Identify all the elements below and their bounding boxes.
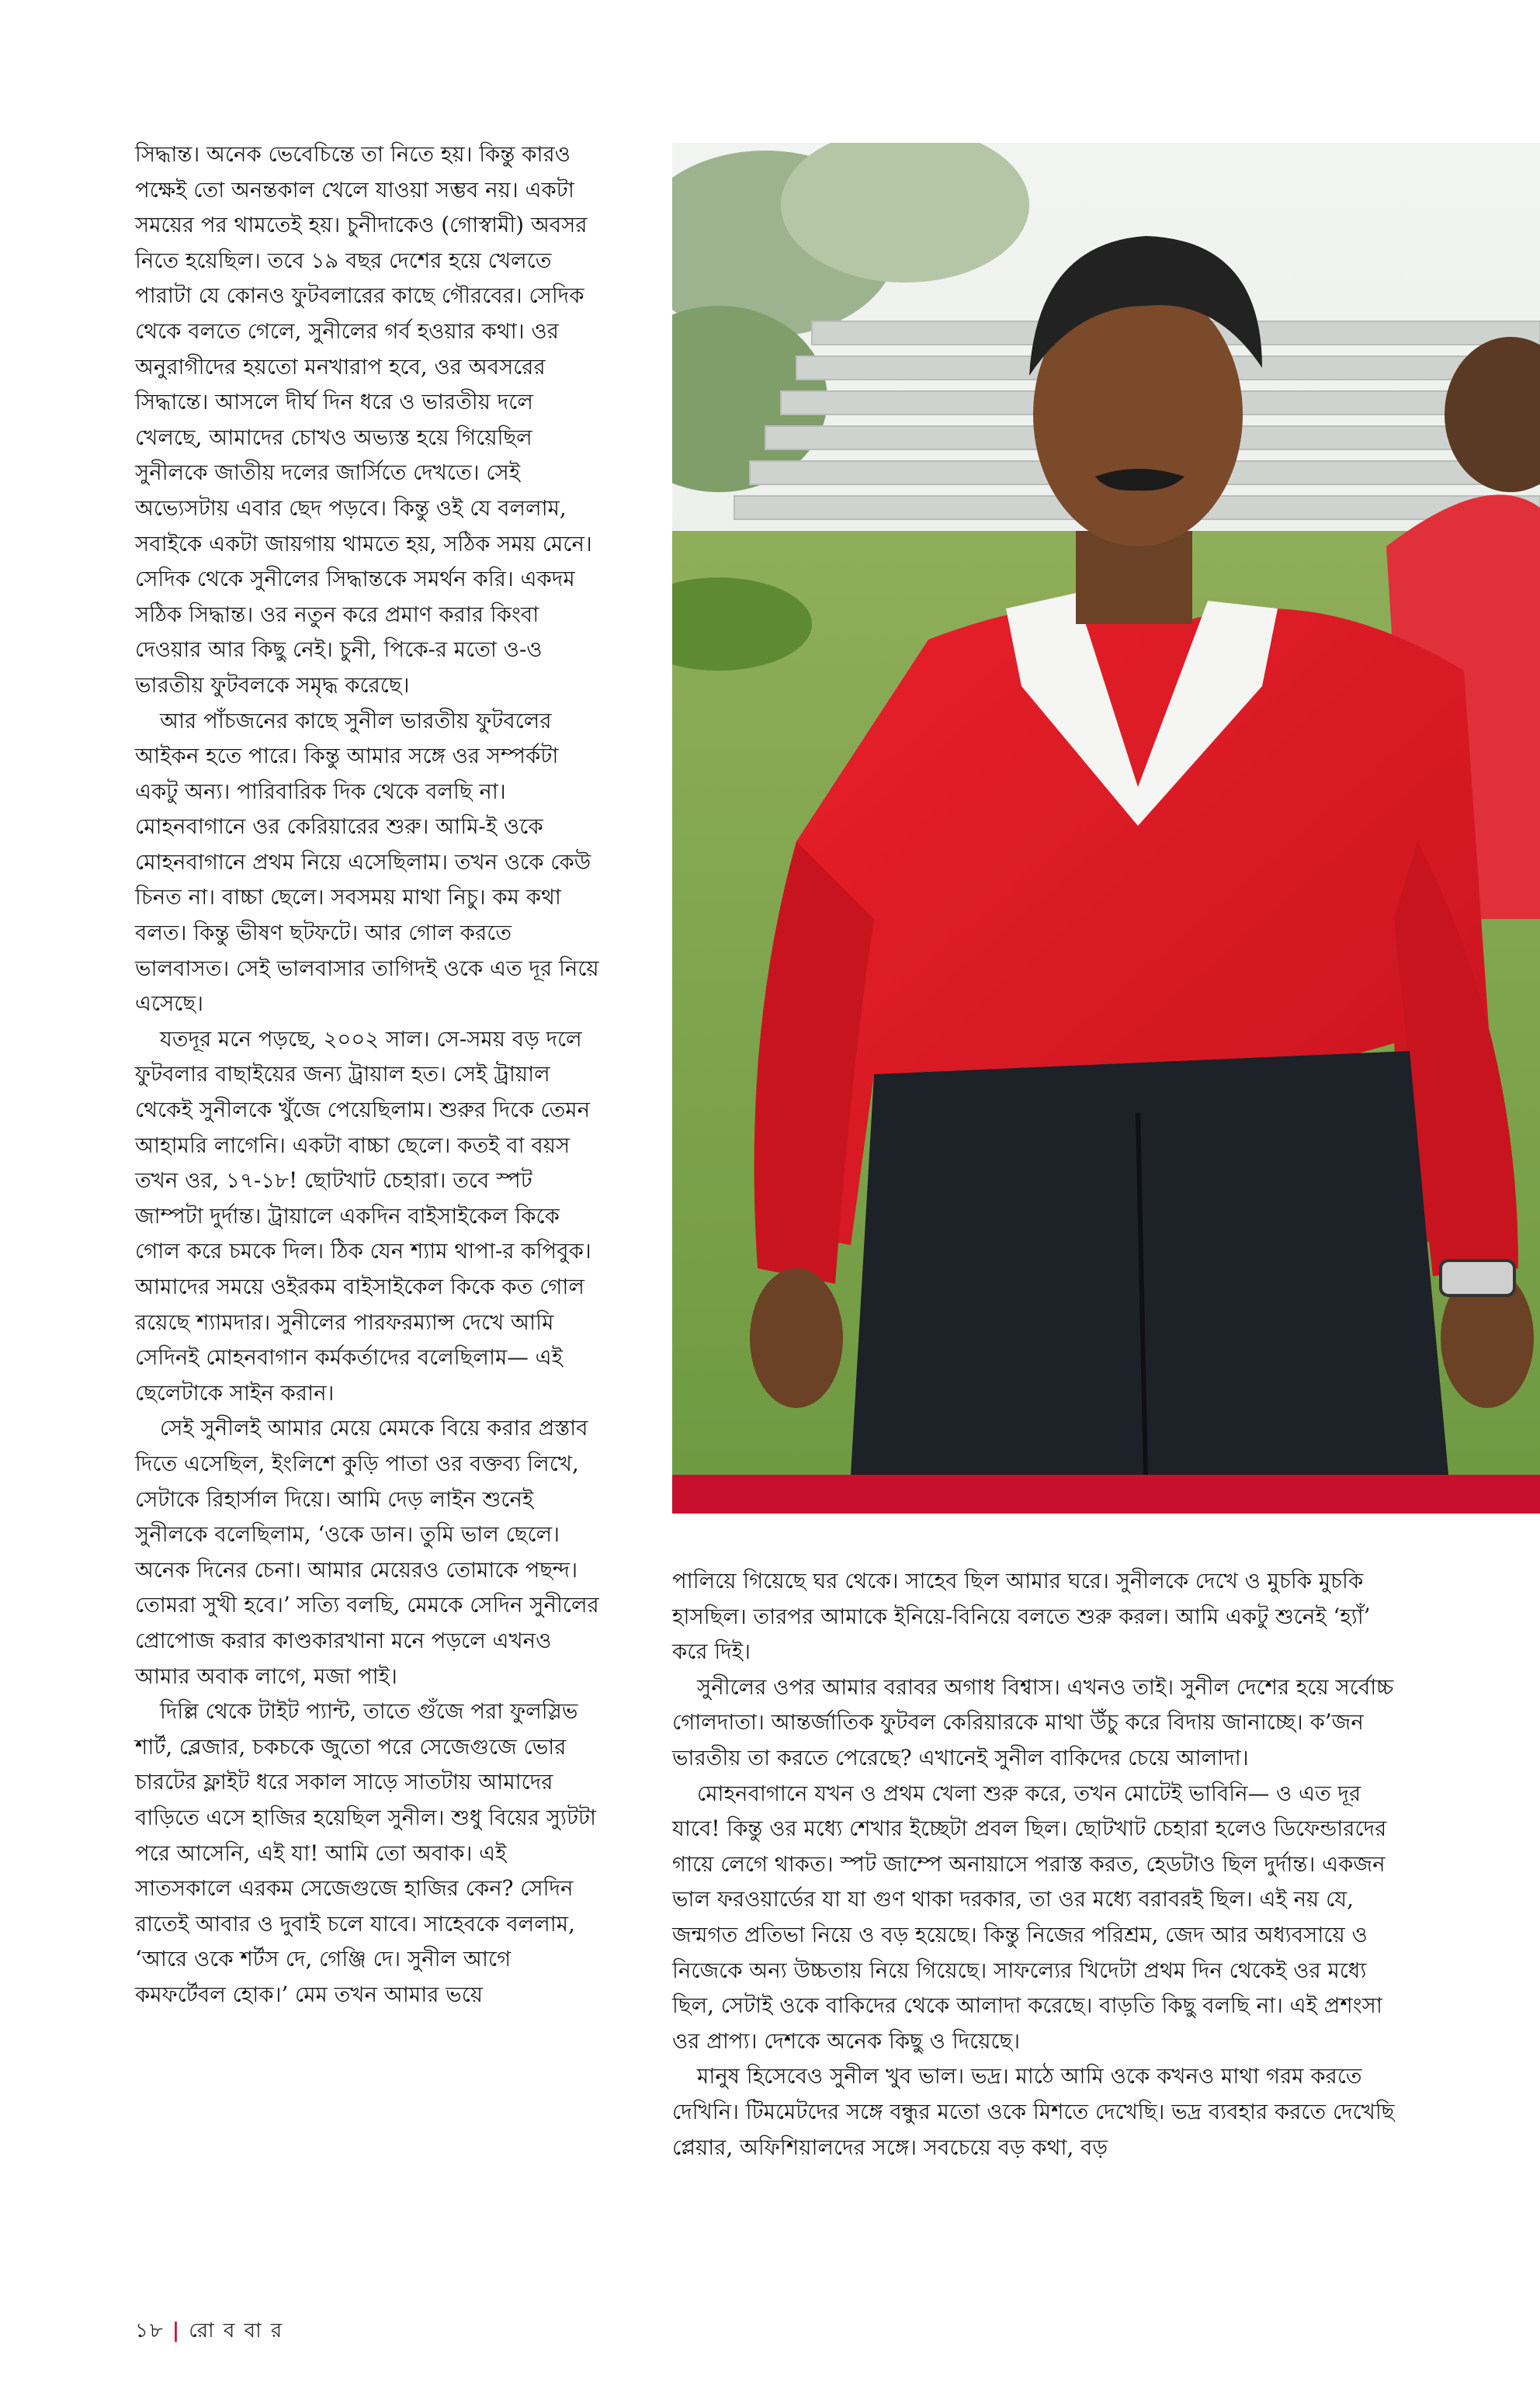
photo-illustration — [672, 143, 1540, 1475]
article-paragraph: দিল্লি থেকে টাইট প্যান্ট, তাতে গুঁজে পরা ফুলস্লিভ শার্ট, ব্লেজার, চকচকে জুতো পরে সেজেগুজে ভোর চারটের ফ্লাইট ধরে সকাল সাড়ে সাতটায় আমাদের বাড়িতে এসে হাজির হয়েছিল সুনীল। শুধু বিয়ের স্যুটটা পরে আসেনি, এই যা! আমি তো অবাক। এই সাতসকালে এরকম সেজেগুজে হাজির কেন? সেদিন রাতেই আবার ও দুবাই চলে যাবে। সাহেবকে বললাম, ‘আরে ওকে শর্টস দে, গেঞ্জি দে। সুনীল আগে কমফর্টেবল হোক।’ মেম তখন আমার ভয়ে — [135, 1698, 597, 2007]
article-left-column — [135, 137, 601, 2012]
article-paragraph: সেই সুনীলই আমার মেয়ে মেমকে বিয়ে করার প্রস্তাব দিতে এসেছিল, ইংলিশে কুড়ি পাতা ওর বক্তব্য লিখে, সেটাকে রিহার্সাল দিয়ে। আমি দেড় লাইন শুনেই সুনীলকে বলেছিলাম, ‘ওকে ডান। তুমি ভাল ছেলে। অনেক দিনের চেনা। আমার মেয়েরও তোমাকে পছন্দ। তোমরা সুখী হবে।’ সত্যি বলছি, মেমকে সেদিন সুনীলের প্রোপোজ করার কাণ্ডকারখানা মনে পড়লে এখনও আমার অবাক লাগে, মজা পাই। — [135, 1415, 599, 1689]
magazine-name: রো ব বা র — [189, 2319, 284, 2343]
page-number: ১৮ — [135, 2319, 165, 2343]
footer-separator: | — [172, 2319, 182, 2343]
article-photo — [672, 143, 1540, 1475]
article-paragraph: যতদূর মনে পড়ছে, ২০০২ সাল। সে-সময় বড় দলে ফুটবলার বাছাইয়ের জন্য ট্রায়াল হত। সেই ট্রায়াল থেকেই সুনীলকে খুঁজে পেয়েছিলাম। শুরুর দিকে তেমন আহামরি লাগেনি। একটা বাচ্চা ছেলে। কতই বা বয়স তখন ওর, ১৭-১৮! ছোটখাট চেহারা। তবে স্পট জাম্পটা দুর্দান্ত। ট্রায়ালে একদিন বাইসাইকেল কিকে গোল করে চমকে দিল। ঠিক যেন শ্যাম থাপা-র কপিবুক। আমাদের সময়ে ওইরকম বাইসাইকেল কিকে কত গোল রয়েছে শ্যামদার। সুনীলের পারফরম্যান্স দেখে আমি সেদিনই মোহনবাগান কর্মকর্তাদের বলেছিলাম— এই ছেলেটাকে সাইন করান। — [135, 1025, 591, 1406]
article-paragraph: সুনীলের ওপর আমার বরাবর অগাধ বিশ্বাস। এখনও তাই। সুনীল দেশের হয়ে সর্বোচ্চ গোলদাতা। আন্তর্জাতিক ফুটবল কেরিয়ারকে মাথা উঁচু করে বিদায় জানাচ্ছে। ক’জন ভারতীয় তা করতে পেরেছে? এখানেই সুনীল বাকিদের চেয়ে আলাদা। — [672, 1673, 1394, 1770]
article-paragraph: পালিয়ে গিয়েছে ঘর থেকে। সাহেব ছিল আমার ঘরে। সুনীলকে দেখে ও মুচকি মুচকি হাসছিল। তারপর আমাকে ইনিয়ে-বিনিয়ে বলতে শুরু করল। আমি একটু শুনেই ‘হ্যাঁ’ করে দিই। — [672, 1568, 1371, 1665]
article-paragraph: সিদ্ধান্ত। অনেক ভেবেচিন্তে তা নিতে হয়। কিন্তু কারও পক্ষেই তো অনন্তকাল খেলে যাওয়া সম্ভব নয়। একটা সময়ের পর থামতেই হয়। চুনীদাকেও (গোস্বামী) অবসর নিতে হয়েছিল। তবে ১৯ বছর দেশের হয়ে খেলতে পারাটা যে কোনও ফুটবলারের কাছে গৌরবের। সেদিক থেকে বলতে গেলে, সুনীলের গর্ব হওয়ার কথা। ওর অনুরাগীদের হয়তো মনখারাপ হবে, ওর অবসরের সিদ্ধান্তে। আসলে দীর্ঘ দিন ধরে ও ভারতীয় দলে খেলছে, আমাদের চোখও অভ্যস্ত হয়ে গিয়েছিল সুনীলকে জাতীয় দলের জার্সিতে দেখতে। সেই অভ্যেসটায় এবার ছেদ পড়বে। কিন্তু ওই যে বললাম, সবাইকে একটা জায়গায় থামতে হয়, সঠিক সময় মেনে। সেদিক থেকে সুনীলের সিদ্ধান্তকে সমর্থন করি। একদম সঠিক সিদ্ধান্ত। ওর নতুন করে প্রমাণ করার কিংবা দেওয়ার আর কিছু নেই। চুনী, পিকে-র মতো ও-ও ভারতীয় ফুটবলকে সমৃদ্ধ করেছে। — [135, 141, 592, 698]
article-paragraph: আর পাঁচজনের কাছে সুনীল ভারতীয় ফুটবলের আইকন হতে পারে। কিন্তু আমার সঙ্গে ওর সম্পর্কটা একটু অন্য। পারিবারিক দিক থেকে বলছি না। মোহনবাগানে ওর কেরিয়ারের শুরু। আমি-ই ওকে মোহনবাগানে প্রথম নিয়ে এসেছিলাম। তখন ওকে কেউ চিনত না। বাচ্চা ছেলে। সবসময় মাথা নিচু। কম কথা বলত। কিন্তু ভীষণ ছটফটে। আর গোল করতে ভালবাসত। সেই ভালবাসার তাগিদই ওকে এত দূর নিয়ে এসেছে। — [135, 707, 599, 1017]
article-right-column — [672, 1563, 1399, 2165]
photo-accent-bar — [672, 1475, 1540, 1514]
article-paragraph: মানুষ হিসেবেও সুনীল খুব ভাল। ভদ্র। মাঠে আমি ওকে কখনও মাথা গরম করতে দেখিনি। টিমমেটদের সঙ্গে বন্ধুর মতো ওকে মিশতে দেখেছি। ভদ্র ব্যবহার করতে দেখেছি প্লেয়ার, অফিশিয়ালদের সঙ্গে। সবচেয়ে বড় কথা, বড় — [672, 2063, 1395, 2160]
article-paragraph: মোহনবাগানে যখন ও প্রথম খেলা শুরু করে, তখন মোটেই ভাবিনি— ও এত দূর যাবে! কিন্তু ওর মধ্যে শেখার ইচ্ছেটা প্রবল ছিল। ছোটখাট চেহারা হলেও ডিফেন্ডারদের গায়ে লেগে থাকত। স্পট জাম্পে অনায়াসে পরাস্ত করত, হেডটাও ছিল দুর্দান্ত। একজন ভাল ফরওয়ার্ডের যা যা গুণ থাকা দরকার, তা ওর মধ্যে বরাবরই ছিল। এই নয় যে, জন্মগত প্রতিভা নিয়ে ও বড় হয়েছে। কিন্তু নিজের পরিশ্রম, জেদ আর অধ্যবসায়ে ও নিজেকে অন্য উচ্চতায় নিয়ে গিয়েছে। সাফল্যের খিদেটা প্রথম দিন থেকেই ওর মধ্যে ছিল, সেটাই ওকে বাকিদের থেকে আলাদা করেছে। বাড়তি কিছু বলছি না। এই প্রশংসা ওর প্রাপ্য। দেশকে অনেক কিছু ও দিয়েছে। — [672, 1780, 1387, 2054]
page-footer — [135, 2315, 283, 2349]
